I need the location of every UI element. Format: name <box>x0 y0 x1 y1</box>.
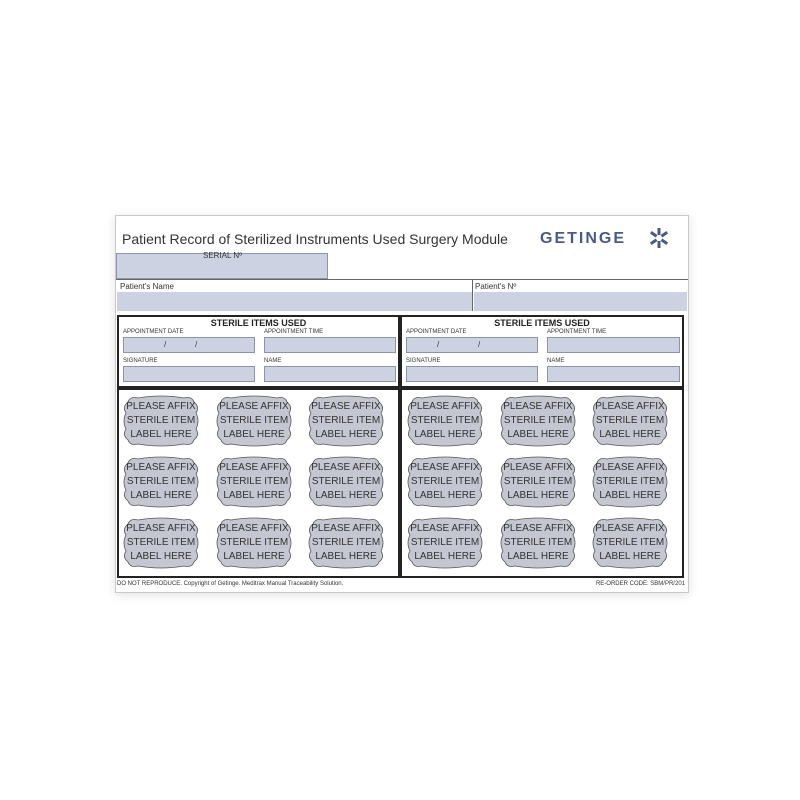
label-affix-spot <box>307 456 385 508</box>
label-spot-text-line3: LABEL HERE <box>315 490 377 501</box>
label-spot-text-line1: PLEASE AFFIX <box>410 523 480 534</box>
appointment-time-label: APPOINTMENT TIME <box>547 329 607 335</box>
signature-field[interactable] <box>123 366 255 382</box>
serial-number-label: SERIAL Nº <box>203 251 243 260</box>
label-spot-text-line2: STERILE ITEM <box>311 415 381 426</box>
signature-label: SIGNATURE <box>123 358 158 364</box>
signature-field[interactable] <box>406 366 538 382</box>
label-spot-text-line3: LABEL HERE <box>130 551 192 562</box>
patient-number-field[interactable] <box>474 292 687 311</box>
label-spot-text-line2: STERILE ITEM <box>503 537 573 548</box>
label-affix-spot <box>499 517 577 569</box>
label-spot-text-line1: PLEASE AFFIX <box>595 523 665 534</box>
sterile-items-panel-right <box>400 315 684 388</box>
label-spot-text-line1: PLEASE AFFIX <box>311 401 381 412</box>
label-spot-text-line2: STERILE ITEM <box>595 537 665 548</box>
label-spot-text-line2: STERILE ITEM <box>595 415 665 426</box>
label-affix-spot <box>499 395 577 447</box>
label-spot-text-line3: LABEL HERE <box>414 551 476 562</box>
signature-label: SIGNATURE <box>406 358 441 364</box>
label-spot-text-line2: STERILE ITEM <box>410 537 480 548</box>
label-spot-text-line3: LABEL HERE <box>130 429 192 440</box>
name-field[interactable] <box>264 366 396 382</box>
brand-wordmark: GETINGE <box>540 230 627 247</box>
patient-record-card <box>115 215 689 593</box>
appointment-date-field[interactable] <box>123 337 255 353</box>
label-spot-text-line2: STERILE ITEM <box>410 476 480 487</box>
name-label: NAME <box>264 358 282 364</box>
label-spot-text-line1: PLEASE AFFIX <box>595 401 665 412</box>
label-spot-text-line3: LABEL HERE <box>223 429 285 440</box>
label-spot-text-line1: PLEASE AFFIX <box>126 523 196 534</box>
patient-number-label: Patient's Nº <box>475 282 517 291</box>
label-affix-spot <box>499 456 577 508</box>
label-spot-text-line2: STERILE ITEM <box>219 415 289 426</box>
label-spot-text-line3: LABEL HERE <box>223 490 285 501</box>
appointment-time-field[interactable] <box>264 337 396 353</box>
label-affix-spot <box>307 395 385 447</box>
label-spot-text-line3: LABEL HERE <box>315 551 377 562</box>
label-affix-spot <box>591 517 669 569</box>
section-title: STERILE ITEMS USED <box>210 318 307 328</box>
divider <box>472 279 473 311</box>
label-spot-text-line1: PLEASE AFFIX <box>311 523 381 534</box>
appointment-date-field[interactable] <box>406 337 538 353</box>
label-spot-text-line1: PLEASE AFFIX <box>595 462 665 473</box>
label-spot-text-line2: STERILE ITEM <box>595 476 665 487</box>
date-separator: / <box>164 340 167 349</box>
label-spot-text-line3: LABEL HERE <box>507 490 569 501</box>
label-spot-text-line2: STERILE ITEM <box>311 537 381 548</box>
label-spot-text-line3: LABEL HERE <box>507 429 569 440</box>
label-spot-text-line2: STERILE ITEM <box>219 476 289 487</box>
label-spot-text-line3: LABEL HERE <box>414 490 476 501</box>
copyright-notice: DO NOT REPRODUCE. Copyright of Getinge. Meditrax Manual Traceability Solution. <box>117 581 344 587</box>
appointment-time-label: APPOINTMENT TIME <box>264 329 324 335</box>
reorder-code: RE-ORDER CODE: SBM/PR/201 <box>595 581 685 587</box>
label-spot-text-line2: STERILE ITEM <box>126 537 196 548</box>
label-spot-text-line1: PLEASE AFFIX <box>503 401 573 412</box>
label-spot-text-line3: LABEL HERE <box>599 429 661 440</box>
label-spot-text-line2: STERILE ITEM <box>503 476 573 487</box>
label-spot-text-line1: PLEASE AFFIX <box>126 462 196 473</box>
appointment-date-label: APPOINTMENT DATE <box>123 329 184 335</box>
label-spot-text-line1: PLEASE AFFIX <box>311 462 381 473</box>
label-spot-text-line1: PLEASE AFFIX <box>503 523 573 534</box>
appointment-time-field[interactable] <box>547 337 680 353</box>
label-spot-text-line1: PLEASE AFFIX <box>126 401 196 412</box>
label-spot-text-line3: LABEL HERE <box>223 551 285 562</box>
label-spot-text-line1: PLEASE AFFIX <box>219 523 289 534</box>
appointment-date-label: APPOINTMENT DATE <box>406 329 467 335</box>
label-spot-text-line1: PLEASE AFFIX <box>410 462 480 473</box>
label-affix-spot <box>215 395 293 447</box>
name-field[interactable] <box>547 366 680 382</box>
label-affix-spot <box>215 517 293 569</box>
label-spot-text-line3: LABEL HERE <box>599 490 661 501</box>
label-spot-text-line3: LABEL HERE <box>315 429 377 440</box>
date-separator: / <box>195 340 198 349</box>
date-separator: / <box>478 340 481 349</box>
name-label: NAME <box>547 358 565 364</box>
label-affix-spot <box>307 517 385 569</box>
label-affix-spot <box>122 456 200 508</box>
label-affix-spot <box>215 456 293 508</box>
section-title: STERILE ITEMS USED <box>494 318 590 328</box>
document-title: Patient Record of Sterilized Instruments Used Surgery Module <box>122 231 508 247</box>
divider <box>116 279 688 280</box>
label-affix-spot <box>122 395 200 447</box>
label-spot-text-line2: STERILE ITEM <box>126 476 196 487</box>
patient-name-label: Patient's Name <box>120 282 174 291</box>
label-spot-text-line2: STERILE ITEM <box>219 537 289 548</box>
sterile-items-panel-left <box>117 315 400 388</box>
label-spot-text-line3: LABEL HERE <box>599 551 661 562</box>
label-affix-spot <box>406 517 484 569</box>
label-spot-text-line1: PLEASE AFFIX <box>410 401 480 412</box>
label-spot-text-line2: STERILE ITEM <box>311 476 381 487</box>
label-spot-text-line2: STERILE ITEM <box>503 415 573 426</box>
label-affix-spot <box>591 395 669 447</box>
label-spot-text-line1: PLEASE AFFIX <box>219 401 289 412</box>
label-affix-spot <box>122 517 200 569</box>
label-affix-spot <box>406 456 484 508</box>
label-affix-spot <box>406 395 484 447</box>
label-spot-text-line2: STERILE ITEM <box>126 415 196 426</box>
label-spot-text-line3: LABEL HERE <box>507 551 569 562</box>
label-spot-text-line3: LABEL HERE <box>414 429 476 440</box>
label-affix-spot <box>591 456 669 508</box>
label-spot-text-line1: PLEASE AFFIX <box>219 462 289 473</box>
label-spot-text-line1: PLEASE AFFIX <box>503 462 573 473</box>
label-spot-text-line2: STERILE ITEM <box>410 415 480 426</box>
getinge-star-icon <box>648 227 670 249</box>
patient-name-field[interactable] <box>117 292 472 311</box>
label-spot-text-line3: LABEL HERE <box>130 490 192 501</box>
date-separator: / <box>437 340 440 349</box>
